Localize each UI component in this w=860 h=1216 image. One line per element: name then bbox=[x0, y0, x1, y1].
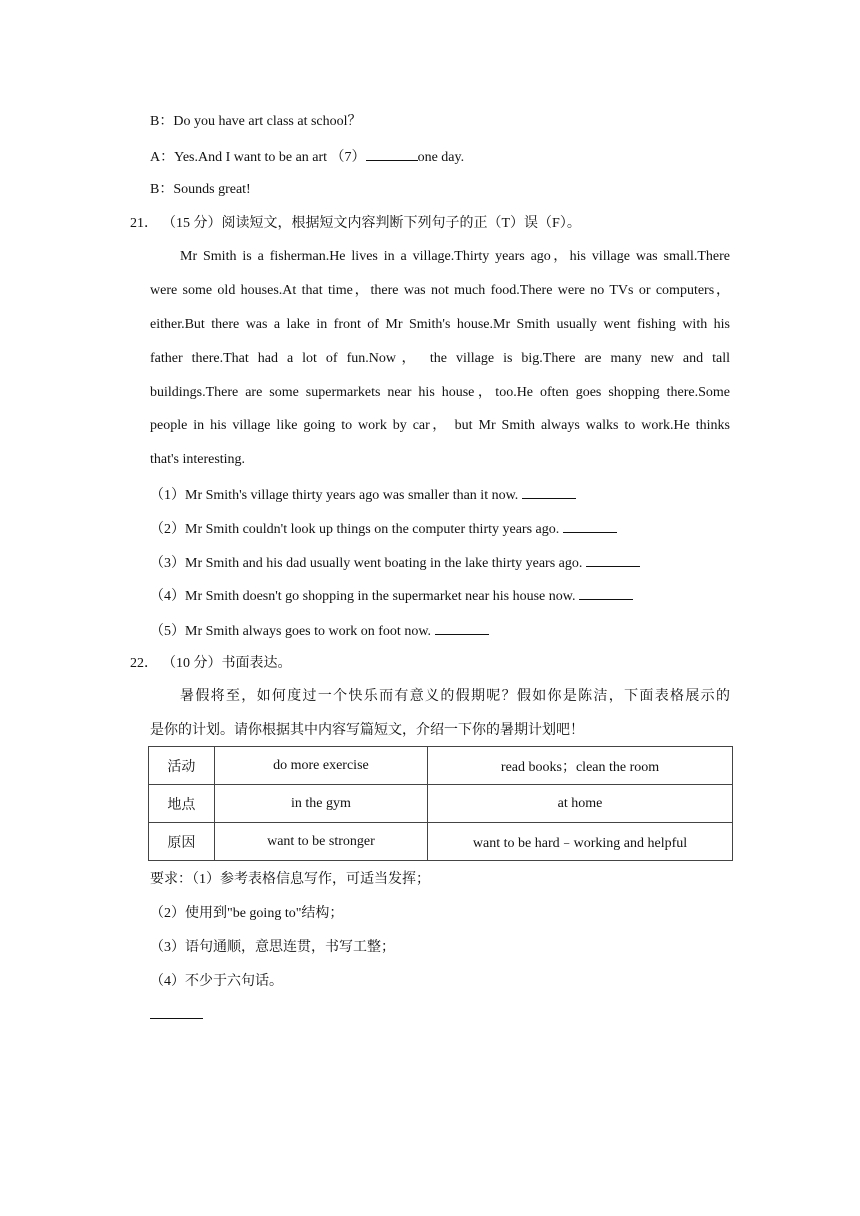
passage-line-2: were some old houses.At that time，there was not much food.There were no TVs or computers， bbox=[150, 283, 730, 298]
passage-line-5: buildings.There are some supermarkets near his house，too.He often goes shopping there.Some bbox=[150, 385, 730, 400]
essay-answer-blank[interactable] bbox=[150, 1018, 203, 1019]
table-row bbox=[149, 747, 733, 785]
statement-4-text: （4）Mr Smith doesn't go shopping in the supermarket near his house now. bbox=[150, 589, 576, 604]
answer-blank-s3[interactable] bbox=[586, 552, 640, 567]
plan-table bbox=[148, 746, 733, 861]
table-cell: 活动 bbox=[149, 747, 215, 785]
passage-line-7: that's interesting. bbox=[150, 452, 246, 467]
table-cell: in the gym bbox=[214, 785, 427, 823]
statement-3 bbox=[150, 552, 640, 572]
answer-blank-s1[interactable] bbox=[522, 484, 576, 499]
statement-4 bbox=[150, 585, 633, 605]
table-cell: 原因 bbox=[149, 823, 215, 861]
question-22-instruction: （10 分）书面表达。 bbox=[162, 656, 292, 671]
answer-blank-7[interactable] bbox=[366, 146, 418, 161]
answer-blank-s5[interactable] bbox=[435, 620, 489, 635]
table-cell: want to be hard﹣working and helpful bbox=[428, 823, 733, 861]
statement-1 bbox=[150, 484, 576, 504]
prompt-line-2: 是你的计划。请你根据其中内容写篇短文，介绍一下你的暑期计划吧！ bbox=[150, 723, 584, 738]
table-row bbox=[149, 823, 733, 861]
table-cell: do more exercise bbox=[214, 747, 427, 785]
passage-line-1: Mr Smith is a fisherman.He lives in a village.Thirty years ago，his village was small.There bbox=[180, 249, 730, 264]
passage-line-3: either.But there was a lake in front of Mr Smith's house.Mr Smith usually went fishing with his bbox=[150, 317, 730, 332]
statement-3-text: （3）Mr Smith and his dad usually went boating in the lake thirty years ago. bbox=[150, 556, 583, 571]
dialogue-line-2 bbox=[150, 146, 464, 166]
question-number-22: 22． bbox=[130, 656, 158, 671]
passage-line-6: people in his village like going to work by car， but Mr Smith always walks to work.He thinks bbox=[150, 418, 730, 433]
table-cell: at home bbox=[428, 785, 733, 823]
question-21-instruction: （15 分）阅读短文，根据短文内容判断下列句子的正（T）误（F）。 bbox=[162, 216, 581, 231]
table-row bbox=[149, 785, 733, 823]
requirement-2: （2）使用到"be going to"结构； bbox=[150, 906, 344, 921]
statement-2 bbox=[150, 518, 617, 538]
answer-blank-s4[interactable] bbox=[579, 585, 633, 600]
dialogue-line-1: B：Do you have art class at school？ bbox=[150, 114, 362, 129]
dialogue-line-3: B：Sounds great! bbox=[150, 182, 251, 197]
prompt-line-1: 暑假将至，如何度过一个快乐而有意义的假期呢？假如你是陈洁，下面表格展示的 bbox=[180, 689, 730, 704]
passage-line-4: father there.That had a lot of fun.Now， the village is big.There are many new and tall bbox=[150, 351, 730, 366]
requirement-3: （3）语句通顺，意思连贯，书写工整； bbox=[150, 940, 395, 955]
dialogue-line-2-tail: one day. bbox=[417, 150, 465, 165]
statement-1-text: （1）Mr Smith's village thirty years ago was smaller than it now. bbox=[150, 488, 519, 503]
statement-2-text: （2）Mr Smith couldn't look up things on the computer thirty years ago. bbox=[150, 522, 560, 537]
table-cell: want to be stronger bbox=[214, 823, 427, 861]
statement-5-text: （5）Mr Smith always goes to work on foot now. bbox=[150, 624, 432, 639]
requirement-4: （4）不少于六句话。 bbox=[150, 974, 283, 989]
statement-5 bbox=[150, 620, 489, 640]
requirement-1: 要求：（1）参考表格信息写作，可适当发挥； bbox=[150, 872, 430, 887]
dialogue-line-2-text: A：Yes.And I want to be an art （7） bbox=[150, 150, 366, 165]
answer-blank-s2[interactable] bbox=[563, 518, 617, 533]
table-cell: read books；clean the room bbox=[428, 747, 733, 785]
question-number-21: 21． bbox=[130, 216, 158, 231]
table-cell: 地点 bbox=[149, 785, 215, 823]
